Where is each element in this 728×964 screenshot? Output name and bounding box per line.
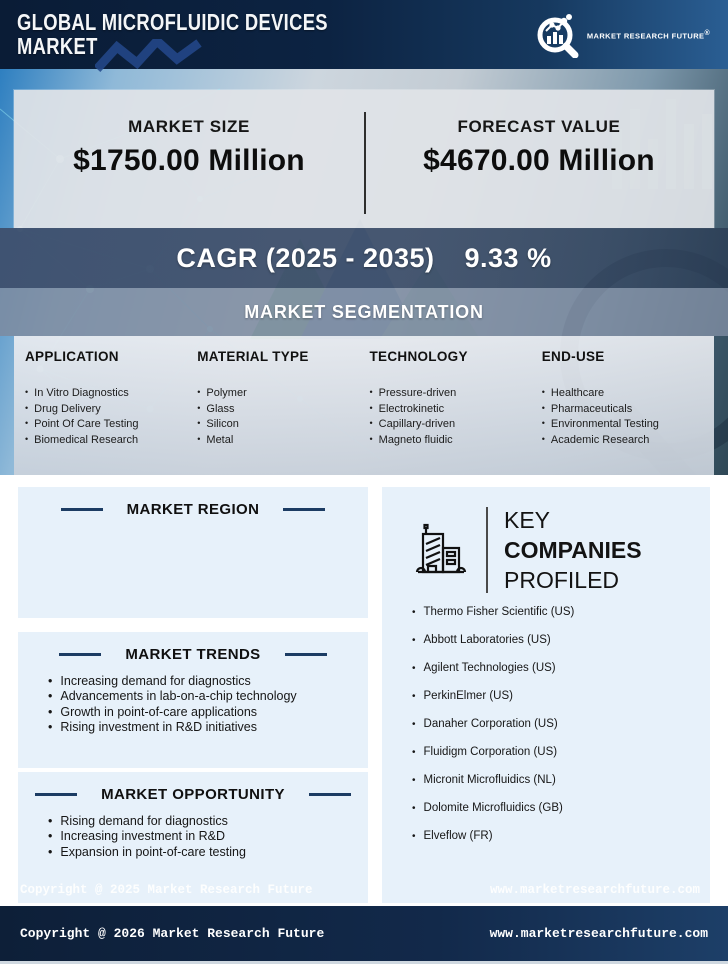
overlay-website-text: www.marketresearchfuture.com [489,883,700,897]
segmentation-title: MARKET SEGMENTATION [244,301,484,322]
stats-panel [14,90,714,228]
header-bar [0,0,728,69]
list-item: • Agilent Technologies (US) [412,662,710,675]
list-item: • Abbott Laboratories (US) [412,634,710,647]
segmentation-column-title: TECHNOLOGY [369,349,468,364]
footer-bar [0,906,728,964]
hero-section [0,69,728,475]
segmentation-column-title: END-USE [541,349,605,364]
cagr-band [0,228,728,288]
market-trends-list [18,674,368,736]
list-item: • Fluidigm Corporation (US) [412,746,710,759]
footer-website-link[interactable]: www.marketresearchfuture.com [489,926,708,941]
dash-decor [309,793,351,796]
list-item: • Drug Delivery [25,402,197,418]
list-item: • Point Of Care Testing [25,417,197,433]
list-item: • Increasing investment in R&D [48,829,368,844]
key-companies-title-line2: COMPANIES [504,537,642,563]
page-title-line2: MARKET [17,32,98,59]
registered-mark: ® [704,29,710,37]
mrfr-logo-icon [534,12,580,58]
list-item: • Pharmaceuticals [542,402,714,418]
forecast-value-value: $4670.00 Million [423,144,655,177]
stats-divider [364,112,366,214]
list-item: • PerkinElmer (US) [412,690,710,703]
market-opportunity-title: MARKET OPPORTUNITY [101,786,285,803]
list-item: • Thermo Fisher Scientific (US) [412,606,710,619]
segmentation-column-end-use [542,349,714,475]
segmentation-list [542,386,714,448]
dash-decor [283,508,325,511]
market-trends-card [18,632,368,768]
segmentation-band [0,288,728,336]
list-item: • Polymer [197,386,369,402]
market-region-title: MARKET REGION [126,501,260,518]
key-companies-header [382,487,710,595]
footer-copyright: Copyright @ 2026 Market Research Future [20,926,325,941]
market-region-header [18,487,368,518]
key-companies-card [382,487,710,903]
overlay-copyright-text: Copyright @ 2025 Market Research Future [20,883,313,897]
page-title-line1: GLOBAL MICROFLUIDIC DEVICES [17,9,328,36]
market-size-value: $1750.00 Million [73,144,305,177]
cagr-value: 9.33 % [464,242,552,273]
brand-name: MARKET RESEARCH FUTURE® [586,29,710,40]
list-item: • Biomedical Research [25,433,197,449]
list-item: • Growth in point-of-care applications [48,705,368,720]
list-item: • Rising investment in R&D initiatives [48,720,368,735]
list-item: • Pressure-driven [370,386,542,402]
vertical-divider [486,507,488,593]
list-item: • Elveflow (FR) [412,830,710,843]
list-item: • Danaher Corporation (US) [412,718,710,731]
cagr-label: CAGR (2025 - 2035) [176,242,435,273]
list-item: • Environmental Testing [542,417,714,433]
segmentation-panel [14,336,714,475]
segmentation-list [197,386,369,448]
list-item: • In Vitro Diagnostics [25,386,197,402]
list-item: • Dolomite Microfluidics (GB) [412,802,710,815]
segmentation-column-title: MATERIAL TYPE [197,349,309,364]
list-item: • Micronit Microfluidics (NL) [412,774,710,787]
market-size-label: MARKET SIZE [128,117,250,136]
list-item: • Expansion in point-of-care testing [48,845,368,860]
list-item: • Increasing demand for diagnostics [48,674,368,689]
list-item: • Healthcare [542,386,714,402]
page-title [0,11,406,58]
list-item: • Metal [197,433,369,449]
market-size-stat [14,90,364,228]
dash-decor [61,508,103,511]
brand-logo [534,12,728,58]
market-trends-title: MARKET TRENDS [125,646,261,663]
market-region-card [18,487,368,618]
list-item: • Advancements in lab-on-a-chip technology [48,689,368,704]
segmentation-column-material-type [197,349,369,475]
list-item: • Academic Research [542,433,714,449]
key-companies-title [504,505,642,595]
segmentation-list [25,386,197,448]
market-opportunity-list [18,814,368,860]
list-item: • Silicon [197,417,369,433]
list-item: • Electrokinetic [370,402,542,418]
segmentation-list [370,386,542,448]
list-item: • Magneto fluidic [370,433,542,449]
forecast-value-label: FORECAST VALUE [457,117,621,136]
list-item: • Rising demand for diagnostics [48,814,368,829]
segmentation-column-technology [370,349,542,475]
forecast-value-stat [364,90,714,228]
dash-decor [59,653,101,656]
market-trends-header [18,632,368,663]
key-companies-list [382,606,710,843]
dash-decor [285,653,327,656]
key-companies-title-line3: PROFILED [504,567,620,593]
list-item: • Capillary-driven [370,417,542,433]
segmentation-column-title: APPLICATION [25,349,119,364]
buildings-icon [414,522,468,578]
key-companies-title-line1: KEY [504,507,551,533]
dash-decor [35,793,77,796]
market-opportunity-header [18,772,368,803]
list-item: • Glass [197,402,369,418]
segmentation-column-application [25,349,197,475]
bottom-section [0,475,728,906]
